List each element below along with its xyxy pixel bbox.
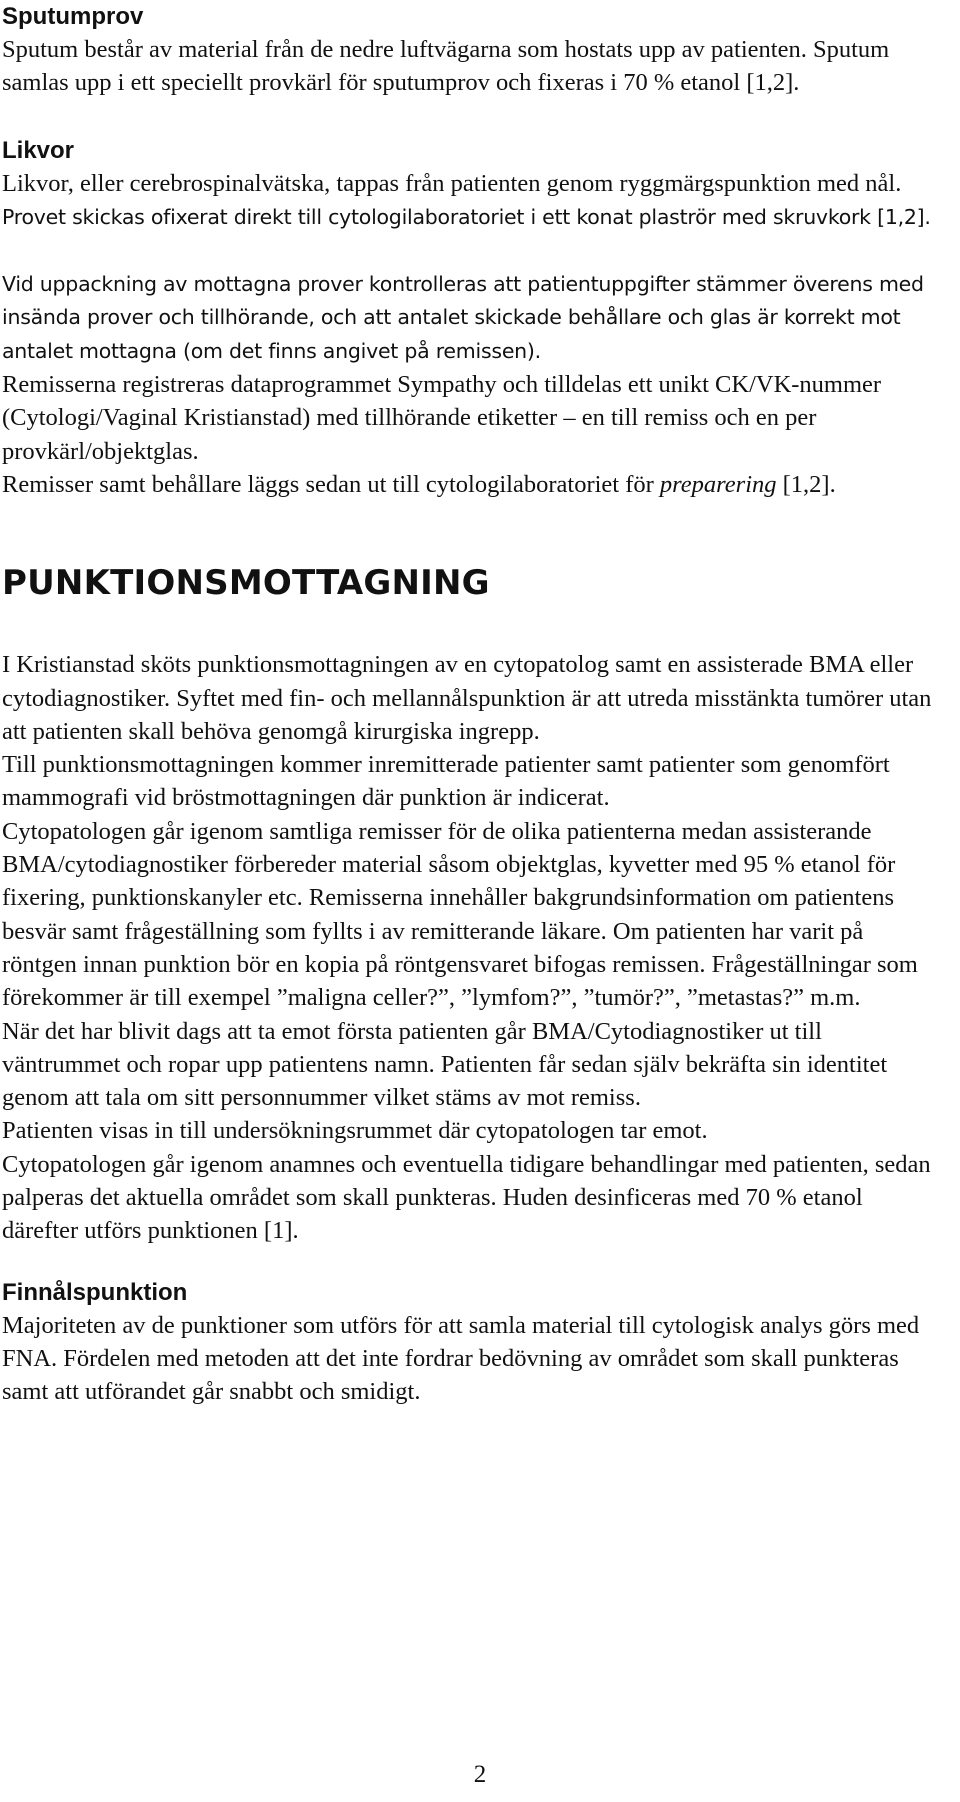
paragraph-uppackning: Vid uppackning av mottagna prover kontrolleras att patientuppgifter stämmer överens med insända prover och tillhörande, och att antalet skickade behållare och glas är korrekt mot antalet mottagna (om det finns angivet på remissen). (2, 272, 924, 363)
paragraph-punktion-undersokning: Patienten visas in till undersökningsrummet där cytopatologen tar emot. (2, 1117, 708, 1145)
likvor-text-sans: Provet skickas ofixerat direkt till cytologilaboratoriet i ett konat plaströr med skruvkork [1,2]. (2, 204, 931, 229)
remisser-text: Remisser samt behållare läggs sedan ut till cytologilaboratoriet för (2, 470, 660, 498)
remisser-ref: [1,2]. (776, 470, 836, 498)
paragraph-punktion-cytopatolog: Cytopatologen går igenom samtliga remisser för de olika patienterna medan assisterande BMA/cytodiagnostiker förbereder material såsom objektglas, kyvetter med 95 % etanol för fixering, punktionskanyler etc. Remisserna innehåller bakgrundsinformation om patientens besvär samt frågeställning som fyllts i av remitterande läkare. Om patienten har varit på röntgen innan punktion bör en kopia på röntgensvaret bifogas remissen. Frågeställningar som förekommer är till exempel ”maligna celler?”, ”lymfom?”, ”tumör?”, ”metastas?” m.m. (2, 817, 918, 1012)
heading-punktionsmottagning: PUNKTIONSMOTTAGNING (2, 563, 490, 604)
spacer (2, 603, 932, 648)
heading-sputumprov: Sputumprov (2, 3, 144, 30)
paragraph-remisser-registreras: Remisserna registreras dataprogrammet Sympathy och tilldelas ett unikt CK/VK-nummer (Cytologi/Vaginal Kristianstad) med tillhörande etiketter – en till remiss och en per provkärl/objektglas. (2, 371, 882, 465)
paragraph-punktion-anamnes: Cytopatologen går igenom anamnes och eventuella tidigare behandlingar med patienten, sedan palperas det aktuella området som skall punkteras. Huden desinficeras med 70 % etanol därefter utförs punktionen [1]. (2, 1150, 931, 1245)
page-number: 2 (473, 1761, 487, 1788)
paragraph-punktion-intro: I Kristianstad sköts punktionsmottagningen av en cytopatolog samt en assisterade BMA eller cytodiagnostiker. Syftet med fin- och mellannålspunktion är att utreda misstänkta tumörer utan att patienten skall behöva genomgå kirurgiska ingrepp. (2, 651, 932, 745)
heading-finnalspunktion: Finnålspunktion (2, 1278, 188, 1306)
heading-likvor: Likvor (2, 136, 75, 164)
section-likvor (2, 134, 932, 235)
paragraph-punktion-remitterade: Till punktionsmottagningen kommer inremitterade patienter samt patienter som genomfört mammografi vid bröstmottagningen där punktion är indicerat. (2, 751, 890, 812)
preparering-emphasis: preparering (659, 470, 777, 498)
section-finnalspunktion (2, 1276, 932, 1409)
section-sputumprov (2, 0, 932, 100)
paragraph-punktion-patient: När det har blivit dags att ta emot första patienten går BMA/Cytodiagnostiker ut till väntrummet och ropar upp patientens namn. Patienten får sedan själv bekräfta sin identitet genom att tala om sitt personnummer vilket stäms av mot remiss. (2, 1017, 888, 1112)
paragraph-sputumprov: Sputum består av material från de nedre luftvägarna som hostats upp av patienten. Sputum samlas upp i ett speciellt provkärl för sputumprov och fixeras i 70 % etanol [1,2]. (2, 36, 890, 97)
likvor-text-serif: Likvor, eller cerebrospinalvätska, tappas från patienten genom ryggmärgspunktion med nål. (2, 169, 902, 197)
paragraph-remisser-laggs (2, 468, 932, 501)
paragraph-likvor (2, 167, 932, 235)
section-punktionsmottagning (2, 563, 932, 1247)
paragraph-finnalspunktion: Majoriteten av de punktioner som utförs för att samla material till cytologisk analys görs med FNA. Fördelen med metoden att det inte fordrar bedövning av området som skall punkteras samt att utförandet går snabbt och smidigt. (2, 1311, 920, 1406)
section-uppackning (2, 268, 932, 501)
